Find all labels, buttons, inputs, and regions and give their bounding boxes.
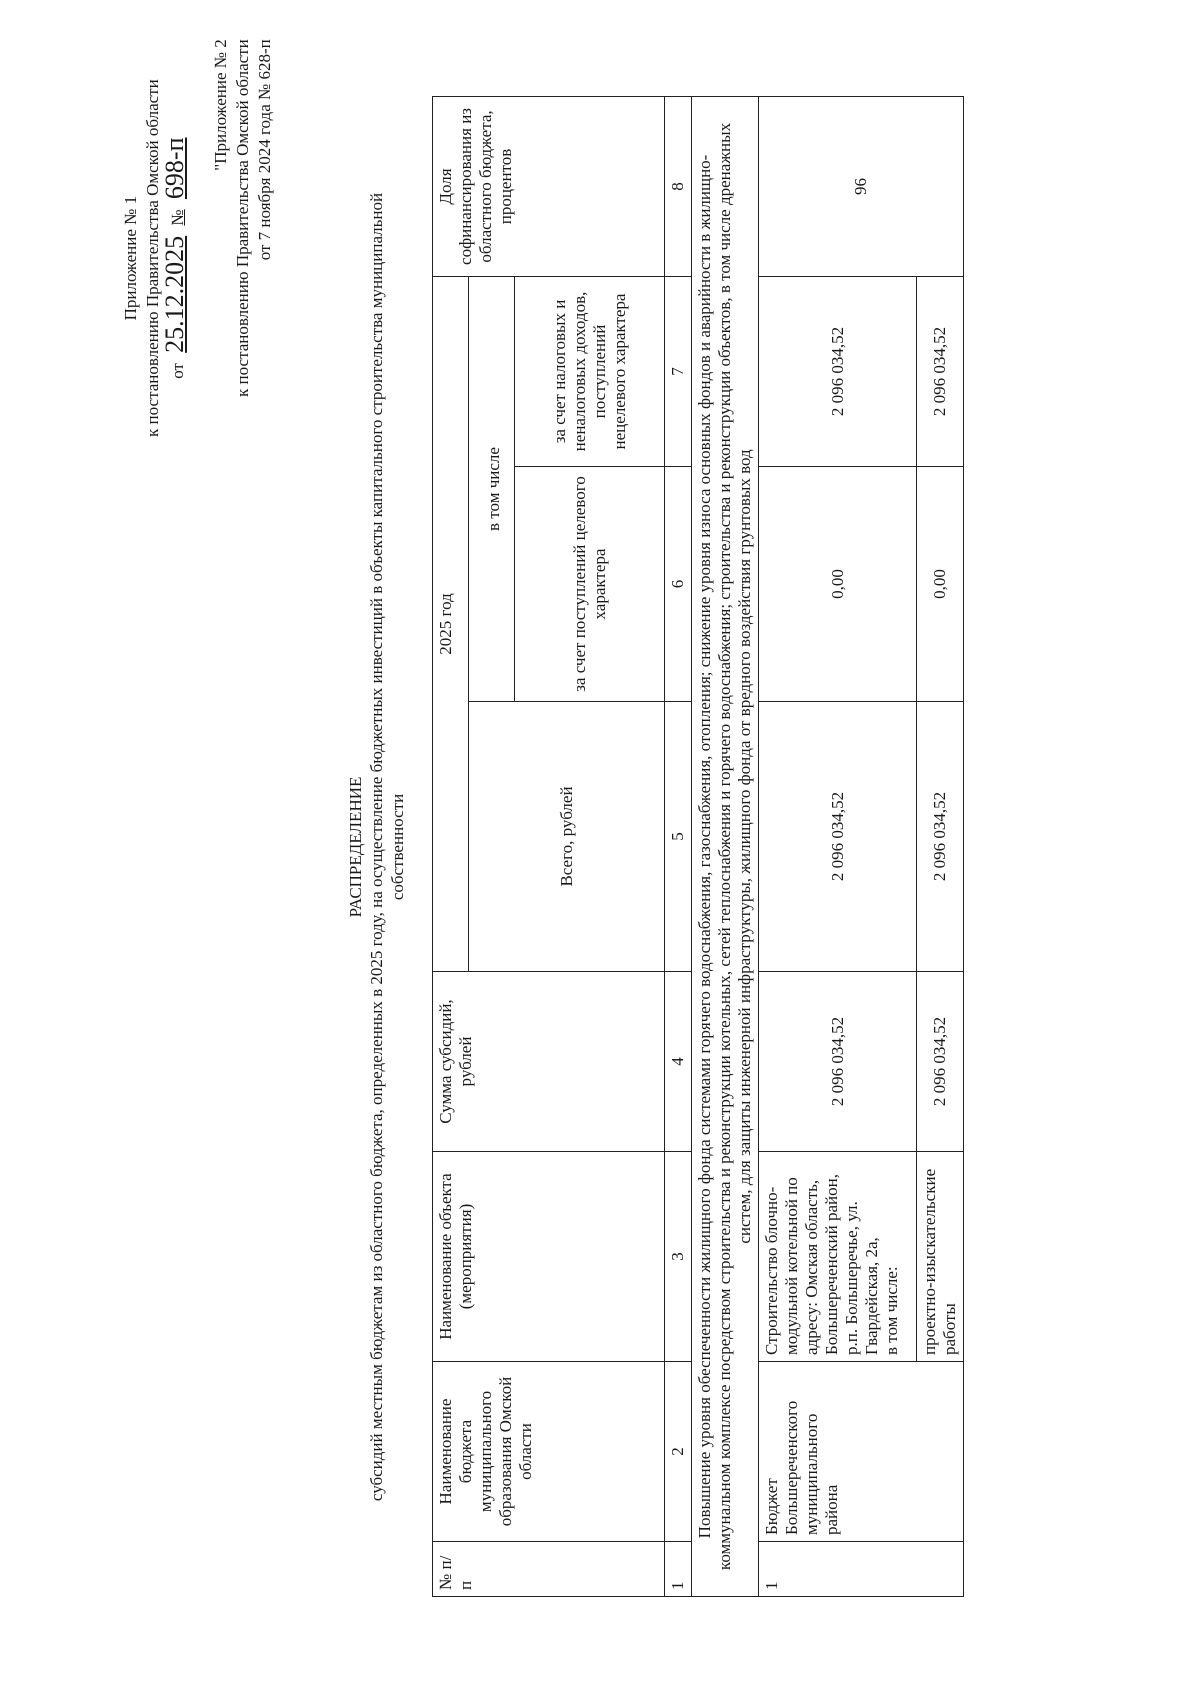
appendix-2-line2: к постановлению Правительства Омской области [233,39,252,397]
appendix-1-number: 698-п [160,137,189,200]
column-number-row [665,96,692,1596]
appendix-2-line3: от 7 ноября 2024 года № 628-п [255,39,274,261]
row-object-name: Строительство блочно-модульной котельной по адресу: Омская область, Большереченский район, р.п. Большеречье, ул. Гвардейская, 2а, [762,1174,881,1355]
appendix-2-title: "Приложение № 2 [211,39,230,171]
appendix-1-title: Приложение № 1 [121,195,140,321]
col-number-1: 1 [665,1542,692,1597]
col-number-3: 3 [665,1152,692,1362]
header-share: Доля софинансирования из областного бюджета, процентов [433,96,665,276]
section-row [692,96,759,1596]
header-object: Наименование объекта (мероприятия) [433,1152,665,1362]
appendix-1-line2: к постановлению Правительства Омской области [143,79,162,437]
subrow-total: 2 096 034,52 [917,702,964,972]
col-number-4: 4 [665,972,692,1152]
col-number-6: 6 [665,467,692,702]
appendix-1-block [120,79,189,437]
header-budget: Наименование бюджета муниципального образования Омской области [433,1362,665,1542]
row-sum: 2 096 034,52 [759,972,917,1152]
subrow-target: 0,00 [917,467,964,702]
title-line2: собственности [388,793,407,901]
col-number-7: 7 [665,276,692,466]
row-share: 96 [759,96,964,276]
header-sum: Сумма субсидий, рублей [433,972,665,1152]
row-num: 1 [759,1542,964,1597]
col-number-8: 8 [665,96,692,276]
row-tax: 2 096 034,52 [759,276,917,466]
section-text: Повышение уровня обеспеченности жилищного фонда системами горячего водоснабжения, газоснабжения, отопления; снижение уровня износа основных фондов и аварийности в жилищно-коммунальном комплексе посредством строительства и реконструкции котельных, сетей теплоснабжения и горячего водоснабжения; строительства и реконструкции объектов, в том числе дренажных систем, для защиты инженерной инфраструктуры, жилищного фонда от вредного воздействия грунтовых вод [692,96,759,1596]
header-target: за счет поступлений целевого характера [515,467,665,702]
appendix-1-from: от [168,363,187,379]
table-row [759,96,917,1596]
subrow-tax: 2 096 034,52 [917,276,964,466]
row-total: 2 096 034,52 [759,702,917,972]
document-title [345,177,408,1517]
title-line1: субсидий местным бюджетам из областного бюджета, определенных в 2025 году, на осуществление бюджетных инвестиций в объекты капитального строительства муниципальной [367,192,386,1502]
appendix-1-no-sign: № [168,209,187,226]
subrow-object: проектно-изыскательские работы [917,1152,964,1362]
col-number-5: 5 [665,702,692,972]
subrow-sum: 2 096 034,52 [917,972,964,1152]
row-object [759,1152,917,1362]
header-tax: за счет налоговых и неналоговых доходов, поступлений нецелевого характера [515,276,665,466]
title-heading: РАСПРЕДЕЛЕНИЕ [346,776,365,918]
header-row-1 [433,96,469,1596]
appendix-1-date-line [160,79,189,437]
header-total: Всего, рублей [469,702,665,972]
appendix-1-date: 25.12.2025 [160,235,189,353]
col-number-2: 2 [665,1362,692,1542]
appendix-2-block [210,39,276,397]
distribution-table [432,96,964,1597]
row-object-incl: в том числе: [882,1266,901,1355]
header-incl: в том числе [475,276,515,701]
header-num: № п/п [433,1542,665,1597]
row-budget: Бюджет Большереченского муниципального района [759,1362,964,1542]
header-year: 2025 год [433,276,469,971]
row-target: 0,00 [759,467,917,702]
